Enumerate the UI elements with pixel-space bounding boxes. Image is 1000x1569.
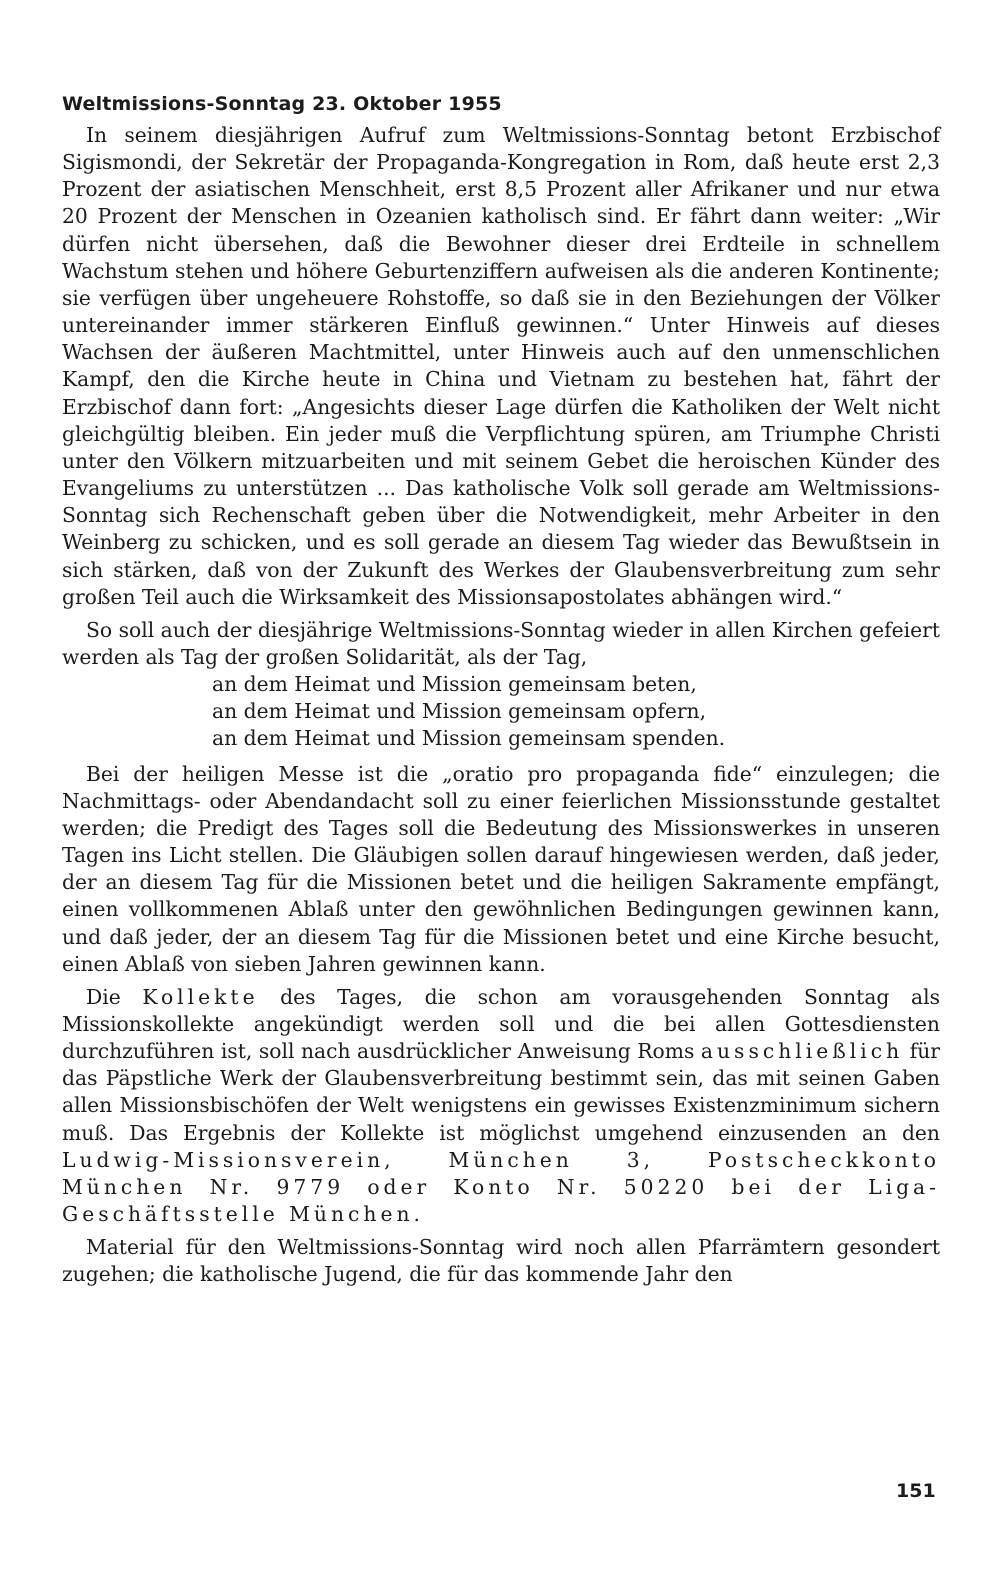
paragraph-5: Material für den Weltmissions-Sonntag wird noch allen Pfarrämtern gesondert zugehen; die katholische Jugend, die für das kommende Jahr den <box>62 1235 940 1287</box>
indented-line-2: an dem Heimat und Mission gemeinsam opfern, <box>212 699 707 724</box>
paragraph-4-text-3: für das Päpstliche Werk der Glaubensverbreitung bestimmt sein, das mit seinen Gaben allen Missionsbischöfen der Welt wenigstens ein gewisses Existenzminimum sichern muß. Das Ergebnis der Kollekte ist möglichst umgehend einzusenden an den <box>62 1039 940 1145</box>
spaced-word-ausschliesslich: ausschließlich <box>700 1039 904 1064</box>
page-heading: Weltmissions-Sonntag 23. Oktober 1955 <box>62 93 502 115</box>
indented-line-1: an dem Heimat und Mission gemeinsam beten, <box>212 672 697 697</box>
spaced-word-kollekte: Kollekte <box>142 984 259 1009</box>
paragraph-4 <box>62 984 940 1228</box>
indented-lines <box>212 671 940 752</box>
page-number: 151 <box>896 1480 936 1502</box>
indented-line-3: an dem Heimat und Mission gemeinsam spenden. <box>212 726 726 751</box>
paragraph-1: In seinem diesjährigen Aufruf zum Weltmissions-Sonntag betont Erzbischof Sigismondi, der Sekretär der Propaganda-Kongregation in Rom, daß heute erst 2,3 Prozent der asiatischen Menschheit, erst 8,5 Prozent aller Afrikaner und nur etwa 20 Prozent der Menschen in Ozeanien katholisch sind. Er fährt dann weiter: „Wir dürfen nicht übersehen, daß die Bewohner dieser drei Erdteile in schnellem Wachstum stehen und höhere Geburtenziffern aufweisen als die anderen Kontinente; sie verfügen über ungeheuere Rohstoffe, so daß sie in den Beziehungen der Völker untereinander immer stärkeren Einfluß gewinnen.“ Unter Hinweis auf dieses Wachsen der äußeren Machtmittel, unter Hinweis auch auf den unmenschlichen Kampf, den die Kirche heute in China und Vietnam zu bestehen hat, fährt der Erzbischof dann fort: „Angesichts dieser Lage dürfen die Katholiken der Welt nicht gleichgültig bleiben. Ein jeder muß die Verpflichtung spüren, am Triumphe Christi unter den Völkern mitzuarbeiten und mit seinem Gebet die heroischen Künder des Evangeliums zu unterstützen ... Das katholische Volk soll gerade am Weltmissions-Sonntag sich Rechenschaft geben über die Notwendigkeit, mehr Arbeiter in den Weinberg zu schicken, und es soll gerade an diesem Tag wieder das Bewußtsein in sich stärken, daß von der Zukunft des Werkes der Glaubensverbreitung zum sehr großen Teil auch die Wirksamkeit des Missionsapostolates abhängen wird.“ <box>62 123 940 609</box>
paragraph-4-text-2: des Tages, die schon am vorausgehenden Sonntag als Missionskollekte angekündigt werden soll und die bei allen Gottesdiensten durchzuführen ist, soll nach ausdrücklicher Anweisung Roms <box>62 984 940 1064</box>
paragraph-4-text-1: Die <box>86 984 143 1009</box>
paragraph-2: So soll auch der diesjährige Weltmissions-Sonntag wieder in allen Kirchen gefeiert werden als Tag der großen Solidarität, als der Tag, <box>62 617 940 669</box>
paragraph-3: Bei der heiligen Messe ist die „oratio pro propaganda fide“ einzulegen; die Nachmittags- oder Abendandacht soll zu einer feierlichen Missionsstunde gestaltet werden; die Predigt des Tages soll die Bedeutung des Missionswerkes in unseren Tagen ins Licht stellen. Die Gläubigen sollen darauf hingewiesen werden, daß jeder, der an diesem Tag für die Missionen betet und die heiligen Sakramente empfängt, einen vollkommenen Ablaß unter den gewöhnlichen Bedingungen gewinnen kann, und daß jeder, der an diesem Tag für die Missionen betet und eine Kirche besucht, einen Ablaß von sieben Jahren gewinnen kann. <box>62 761 940 976</box>
text-block <box>62 90 940 1295</box>
spaced-address: Ludwig-Missionsverein, München 3, Postscheckkonto München Nr. 9779 oder Konto Nr. 50220 bei der Liga-Geschäftsstelle München. <box>62 1147 940 1227</box>
